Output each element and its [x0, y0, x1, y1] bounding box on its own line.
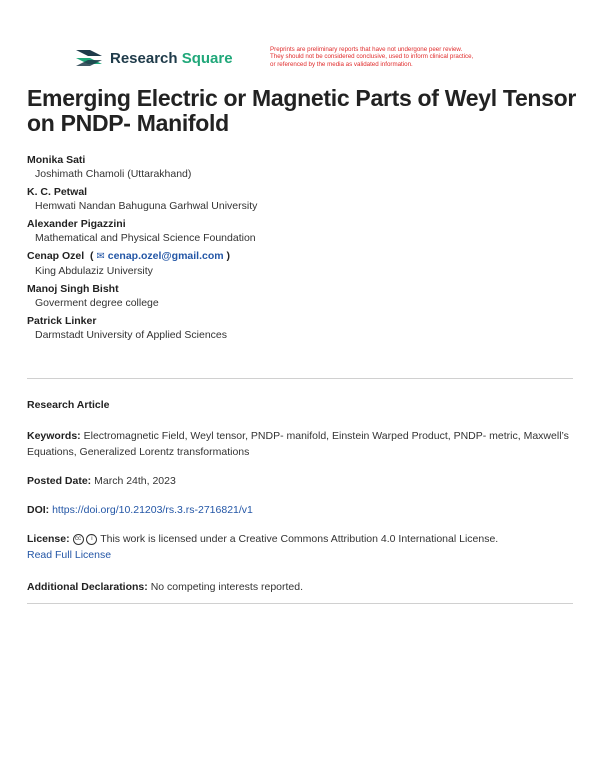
author — [27, 249, 577, 279]
posted-date — [27, 473, 573, 489]
research-square-logo[interactable] — [74, 46, 233, 70]
author-affiliation: Darmstadt University of Applied Sciences — [35, 329, 227, 341]
divider — [27, 603, 573, 604]
envelope-icon: ✉ — [96, 251, 105, 262]
logo-square: Square — [181, 49, 233, 67]
cc-icon: cc — [73, 534, 84, 545]
logo-research: Research — [110, 49, 178, 67]
author — [27, 314, 577, 343]
divider — [27, 378, 573, 379]
author-list — [27, 153, 577, 346]
header — [74, 46, 574, 76]
keywords — [27, 428, 573, 460]
logo-text — [110, 50, 233, 67]
preprint-disclaimer — [270, 46, 570, 68]
author-name: Alexander Pigazzini — [27, 218, 126, 230]
read-full-license-link[interactable]: Read Full License — [27, 549, 112, 561]
disclaimer-line: They should not be considered conclusive, used to inform clinical practice, — [270, 53, 474, 61]
disclaimer-line: or referenced by the media as validated information. — [270, 60, 413, 68]
research-square-logo-icon — [74, 46, 104, 70]
license — [27, 531, 573, 563]
doi-link[interactable]: https://doi.org/10.21203/rs.3.rs-2716821/v1 — [52, 504, 253, 516]
author-affiliation: King Abdulaziz University — [35, 265, 153, 277]
keywords-value: Electromagnetic Field, Weyl tensor, PNDP- manifold, Einstein Warped Product, PNDP- metric, Maxwell’s Equations, Generalized Lorentz transformations — [27, 430, 569, 458]
author-affiliation: Joshimath Chamoli (Uttarakhand) — [35, 168, 192, 180]
license-text: This work is licensed under a Creative Commons Attribution 4.0 International License. — [100, 533, 499, 545]
paper-title: Emerging Electric or Magnetic Parts of Weyl Tensor on PNDP- Manifold — [27, 85, 577, 136]
posted-date-label: Posted Date: — [27, 475, 92, 487]
article-type — [27, 397, 573, 413]
author-name: Monika Sati — [27, 154, 86, 166]
license-label: License: — [27, 533, 70, 545]
declarations-label: Additional Declarations: — [27, 581, 148, 593]
author-name-with-email: Cenap Ozel ( ✉ cenap.ozel@gmail.com ) — [27, 250, 231, 262]
author — [27, 185, 577, 214]
article-type-label: Research Article — [27, 399, 110, 411]
author-name: Cenap Ozel — [27, 250, 85, 262]
author-name: Patrick Linker — [27, 315, 97, 327]
author — [27, 153, 577, 182]
author-affiliation: Mathematical and Physical Science Foundation — [35, 232, 256, 244]
author-affiliation: Goverment degree college — [35, 297, 159, 309]
author-name: Manoj Singh Bisht — [27, 283, 119, 295]
keywords-label: Keywords: — [27, 430, 81, 442]
additional-declarations — [27, 579, 573, 595]
author — [27, 282, 577, 311]
doi — [27, 502, 573, 518]
doi-label: DOI: — [27, 504, 50, 516]
declarations-value: No competing interests reported. — [150, 581, 304, 593]
author — [27, 217, 577, 246]
attribution-icon: i — [86, 534, 97, 545]
author-name: K. C. Petwal — [27, 186, 88, 198]
author-affiliation: Hemwati Nandan Bahuguna Garhwal University — [35, 200, 258, 212]
author-email-link[interactable]: cenap.ozel@gmail.com — [107, 250, 224, 262]
disclaimer-line: Preprints are preliminary reports that have not undergone peer review. — [270, 46, 463, 53]
posted-date-value: March 24th, 2023 — [94, 475, 176, 487]
